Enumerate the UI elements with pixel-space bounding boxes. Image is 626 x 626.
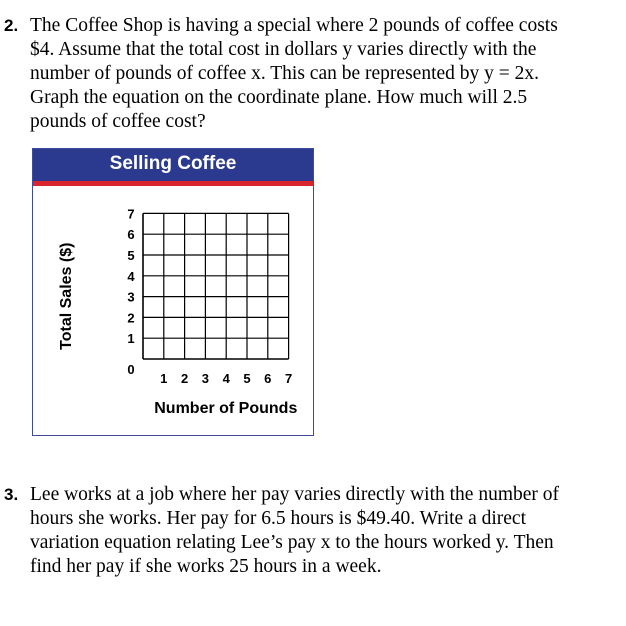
problem-text-line: $4. Assume that the total cost in dollars y varies directly with the: [30, 39, 537, 60]
problem-text-line: variation equation relating Lee’s pay x to the hours worked y. Then: [30, 532, 554, 553]
x-tick-label: 7: [284, 371, 293, 386]
y-axis-label: Total Sales ($): [58, 242, 75, 350]
coordinate-plane: [33, 186, 313, 436]
problem-text-line: pounds of coffee cost?: [30, 111, 206, 132]
x-tick-label: 5: [243, 371, 251, 386]
problem-text-line: number of pounds of coffee x. This can be represented by y = 2x.: [30, 63, 540, 84]
y-tick-label: 0: [127, 362, 135, 377]
x-tick-label: 6: [264, 371, 272, 386]
y-tick-label: 5: [127, 248, 135, 263]
y-tick-label: 6: [127, 227, 135, 243]
y-tick-label: 4: [127, 268, 135, 284]
problem-number: 3.: [4, 485, 19, 504]
y-tick-label: 3: [127, 289, 135, 305]
chart-panel: [32, 148, 314, 436]
y-tick-label: 7: [127, 206, 135, 222]
problem-text-line: Lee works at a job where her pay varies directly with the number of: [30, 484, 560, 505]
y-tick-label: 1: [127, 331, 135, 347]
problem-number: 2.: [4, 16, 19, 35]
x-tick-label: 2: [180, 371, 189, 386]
problem-text-line: The Coffee Shop is having a special where 2 pounds of coffee costs: [30, 15, 558, 36]
x-axis-label: Number of Pounds: [154, 400, 298, 417]
problem-text-line: find her pay if she works 25 hours in a week.: [30, 556, 382, 577]
x-tick-label: 3: [201, 371, 210, 386]
y-tick-label: 2: [127, 310, 135, 326]
x-tick-label: 4: [222, 371, 230, 386]
x-tick-label: 1: [160, 371, 168, 386]
chart-title: Selling Coffee: [33, 149, 313, 181]
problem-text-line: Graph the equation on the coordinate plane. How much will 2.5: [30, 87, 528, 108]
problem-text-line: hours she works. Her pay for 6.5 hours is $49.40. Write a direct: [30, 508, 527, 529]
